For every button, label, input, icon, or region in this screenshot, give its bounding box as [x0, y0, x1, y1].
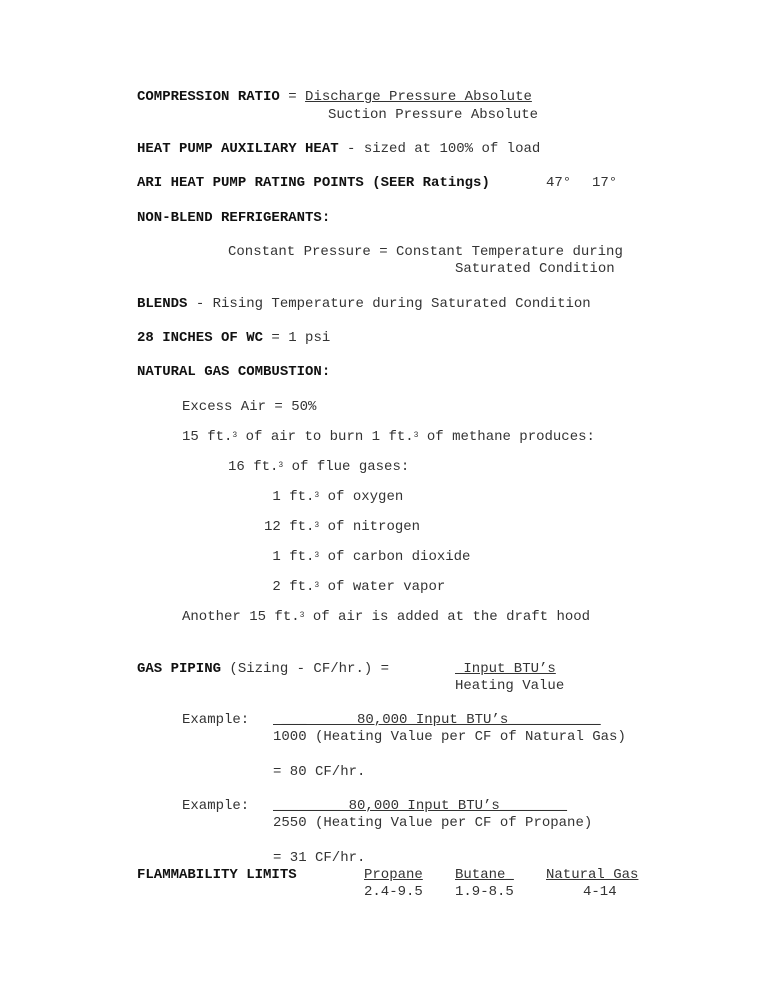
flue-item [264, 579, 445, 596]
compression-numerator: Discharge Pressure Absolute [305, 89, 532, 105]
flammability-title: FLAMMABILITY LIMITS [137, 867, 297, 883]
value-natural-gas: 4-14 [583, 884, 617, 900]
another-qty: Another 15 ft. [182, 609, 300, 625]
flue-item [264, 549, 470, 566]
excess-air: Excess Air = 50% [182, 399, 317, 415]
cubic-sup: 3 [413, 431, 419, 440]
cubic-sup: 3 [314, 581, 320, 590]
example1-numerator: ___ 80,000 Input BTU’s___________ [273, 712, 601, 728]
another-text: of air is added at the draft hood [304, 609, 591, 625]
gas-piping-line [137, 661, 389, 678]
draft-hood-line [182, 609, 590, 626]
flue-item [264, 519, 420, 536]
cubic-sup: 3 [314, 491, 320, 500]
blends-line [137, 296, 591, 313]
cubic-sup: 3 [314, 521, 320, 530]
aux-heat-title: HEAT PUMP AUXILIARY HEAT [137, 141, 339, 157]
non-blend-title: NON-BLEND REFRIGERANTS: [137, 210, 331, 226]
item-text: of nitrogen [319, 519, 421, 535]
item-qty: 12 ft. [264, 519, 315, 535]
example2-result: = 31 CF/hr. [273, 850, 366, 866]
blends-title: BLENDS [137, 296, 188, 312]
flue-qty: 16 ft. [228, 459, 279, 475]
item-qty: 1 ft. [264, 549, 315, 565]
cubic-sup: 3 [299, 611, 305, 620]
flue-line [228, 459, 409, 476]
blends-text: - Rising Temperature during Saturated Condition [187, 296, 591, 312]
gas-piping-numerator: Input BTU’s [455, 661, 556, 677]
burn-end: of methane produces: [418, 429, 595, 445]
flue-text: of flue gases: [283, 459, 410, 475]
cubic-sup: 3 [232, 431, 238, 440]
compression-denominator: Suction Pressure Absolute [328, 107, 539, 123]
ari-title: ARI HEAT PUMP RATING POINTS (SEER Ratings) [137, 175, 490, 191]
item-text: of water vapor [319, 579, 446, 595]
compression-ratio-line [137, 89, 532, 106]
gas-piping-denominator: Heating Value [455, 678, 565, 694]
header-propane: Propane [364, 867, 423, 883]
ari-point-47: 47° [546, 175, 572, 191]
item-text: of carbon dioxide [319, 549, 471, 565]
item-qty: 2 ft. [264, 579, 315, 595]
aux-heat-text: - sized at 100% of load [338, 141, 541, 157]
burn-qty: 15 ft. [182, 429, 233, 445]
gas-piping-title: GAS PIPING [137, 661, 222, 677]
equals: = [279, 89, 306, 105]
item-qty: 1 ft. [264, 489, 315, 505]
wc-text: = 1 psi [263, 330, 331, 346]
value-propane: 2.4-9.5 [364, 884, 423, 900]
aux-heat-line [137, 141, 540, 158]
example-label-2: Example: [182, 798, 250, 814]
burn-mid: of air to burn 1 ft. [237, 429, 414, 445]
item-text: of oxygen [319, 489, 404, 505]
cubic-sup: 3 [278, 461, 284, 470]
header-butane: Butane_ [455, 867, 514, 883]
wc-line [137, 330, 330, 347]
non-blend-line1: Constant Pressure = Constant Temperature during [228, 244, 623, 260]
example1-denominator: 1000 (Heating Value per CF of Natural Gas) [273, 729, 626, 745]
example2-denominator: 2550 (Heating Value per CF of Propane) [273, 815, 593, 831]
value-butane: 1.9-8.5 [455, 884, 514, 900]
example-label-1: Example: [182, 712, 250, 728]
burn-line [182, 429, 595, 446]
ari-point-17: 17° [592, 175, 618, 191]
ari-line [137, 175, 490, 192]
combustion-title: NATURAL GAS COMBUSTION: [137, 364, 331, 380]
flue-item [264, 489, 403, 506]
gas-piping-text: (Sizing - CF/hr.) = [221, 661, 390, 677]
wc-title: 28 INCHES OF WC [137, 330, 264, 346]
header-natural-gas: Natural Gas [546, 867, 639, 883]
cubic-sup: 3 [314, 551, 320, 560]
compression-ratio-title: COMPRESSION RATIO [137, 89, 280, 105]
example2-numerator: ________ 80,000 Input BTU’s________ [273, 798, 568, 814]
example1-result: = 80 CF/hr. [273, 764, 366, 780]
non-blend-line2: Saturated Condition [455, 261, 615, 277]
